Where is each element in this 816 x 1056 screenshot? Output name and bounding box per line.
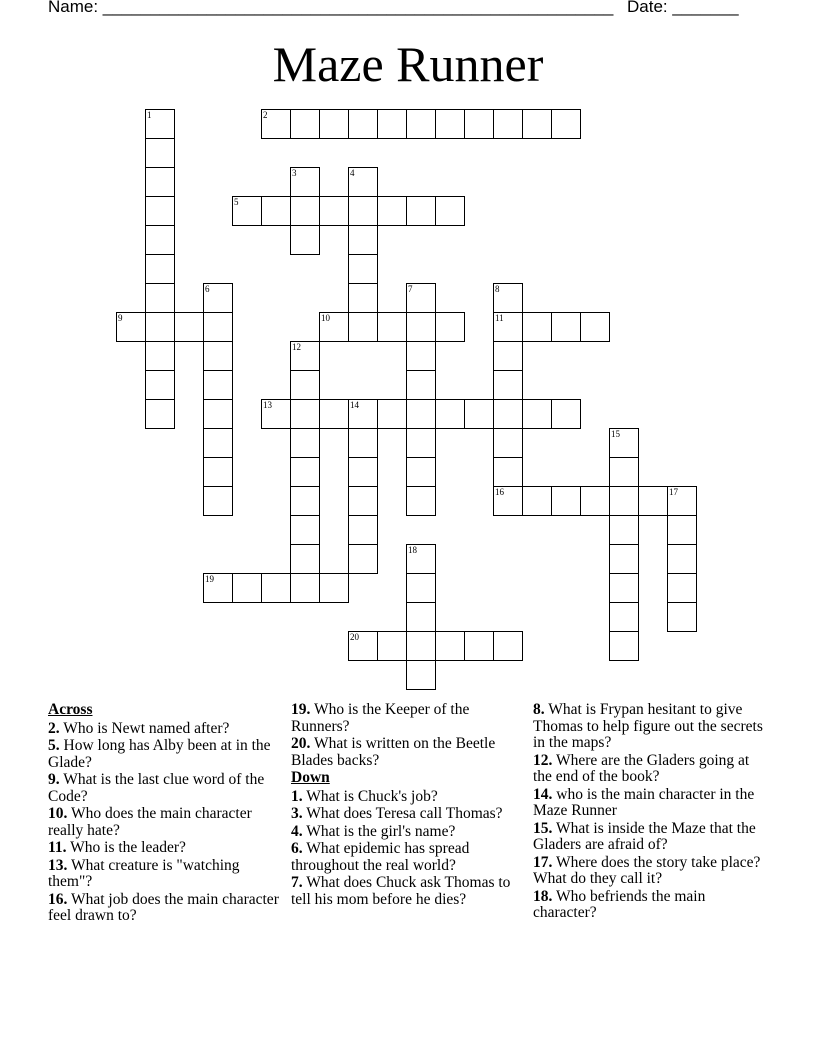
crossword-cell[interactable]	[435, 399, 465, 429]
clue-number: 10.	[48, 805, 68, 822]
clue-number: 16.	[48, 890, 68, 908]
crossword-cell[interactable]	[290, 399, 320, 429]
crossword-cell[interactable]	[348, 283, 378, 313]
crossword-cell[interactable]	[232, 196, 262, 226]
clue-text: What is Frypan hesitant to give Thomas to help figure out the secrets in the maps?	[533, 701, 763, 751]
crossword-cell[interactable]	[348, 428, 378, 458]
crossword-cell[interactable]	[609, 428, 639, 458]
date-field-label[interactable]: Date: _______	[627, 0, 739, 16]
cell-number: 13	[263, 400, 272, 410]
clue-number: 13.	[48, 856, 68, 874]
crossword-cell[interactable]	[290, 370, 320, 400]
crossword-cell[interactable]	[406, 660, 436, 690]
crossword-cell[interactable]	[319, 109, 349, 139]
crossword-cell[interactable]	[377, 631, 407, 661]
crossword-cell[interactable]	[377, 312, 407, 342]
cell-number: 6	[205, 284, 210, 294]
crossword-cell[interactable]	[406, 399, 436, 429]
crossword-cell[interactable]	[493, 486, 523, 516]
crossword-cell[interactable]	[406, 544, 436, 574]
clue-number: 1.	[291, 787, 303, 805]
clue-number: 8.	[533, 701, 545, 718]
crossword-cell[interactable]	[348, 486, 378, 516]
crossword-cell[interactable]	[377, 399, 407, 429]
clue-text: Who is the leader?	[70, 839, 186, 856]
crossword-cell[interactable]	[667, 544, 697, 574]
crossword-cell[interactable]	[609, 544, 639, 574]
crossword-cell[interactable]	[290, 167, 320, 197]
crossword-cell[interactable]	[551, 486, 581, 516]
cell-number: 3	[292, 168, 297, 178]
clue-across-20	[291, 736, 526, 769]
crossword-cell[interactable]	[580, 486, 610, 516]
cell-number: 19	[205, 574, 214, 584]
clue-across-13	[48, 858, 280, 891]
crossword-cell[interactable]	[609, 515, 639, 545]
crossword-cell[interactable]	[145, 341, 175, 371]
clue-number: 18.	[533, 887, 553, 905]
clue-down-1	[291, 789, 526, 806]
clue-text: What is Chuck's job?	[306, 787, 438, 805]
clue-text: Who is the Keeper of the Runners?	[291, 701, 470, 735]
crossword-cell[interactable]	[406, 573, 436, 603]
crossword-cell[interactable]	[290, 544, 320, 574]
crossword-cell[interactable]	[290, 225, 320, 255]
cell-number: 14	[350, 400, 359, 410]
crossword-cell[interactable]	[203, 457, 233, 487]
crossword-cell[interactable]	[522, 399, 552, 429]
clue-across-19	[291, 702, 526, 735]
cell-number: 4	[350, 168, 355, 178]
crossword-cell[interactable]	[493, 109, 523, 139]
crossword-cell[interactable]	[522, 312, 552, 342]
cell-number: 15	[611, 429, 620, 439]
crossword-cell[interactable]	[667, 486, 697, 516]
clue-number: 11.	[48, 839, 67, 856]
clue-text: What is the girl's name?	[306, 822, 456, 840]
crossword-cell[interactable]	[319, 312, 349, 342]
crossword-cell[interactable]	[609, 486, 639, 516]
crossword-cell[interactable]	[203, 486, 233, 516]
clue-across-10	[48, 806, 280, 839]
crossword-cell[interactable]	[406, 341, 436, 371]
crossword-cell[interactable]	[406, 457, 436, 487]
crossword-cell[interactable]	[348, 312, 378, 342]
clue-down-17	[533, 855, 768, 888]
clue-text: What does Chuck ask Thomas to tell his mom before he dies?	[291, 874, 511, 908]
crossword-cell[interactable]	[464, 399, 494, 429]
clue-down-6	[291, 841, 526, 874]
crossword-cell[interactable]	[348, 196, 378, 226]
clue-down-15	[533, 821, 768, 854]
page-title: Maze Runner	[272, 36, 544, 92]
crossword-cell[interactable]	[348, 399, 378, 429]
crossword-cell[interactable]	[319, 573, 349, 603]
clue-number: 6.	[291, 840, 303, 857]
crossword-cell[interactable]	[551, 399, 581, 429]
crossword-cell[interactable]	[609, 631, 639, 661]
crossword-cell[interactable]	[203, 370, 233, 400]
crossword-cell[interactable]	[145, 109, 175, 139]
crossword-cell[interactable]	[638, 486, 668, 516]
crossword-cell[interactable]	[522, 109, 552, 139]
crossword-cell[interactable]	[377, 109, 407, 139]
clue-text: who is the main character in the Maze Runner	[533, 785, 755, 819]
crossword-cell[interactable]	[406, 109, 436, 139]
crossword-cell[interactable]	[261, 573, 291, 603]
clue-number: 4.	[291, 822, 303, 840]
clue-text: What job does the main character feel drawn to?	[48, 890, 279, 924]
clue-across-16	[48, 892, 280, 925]
crossword-cell[interactable]	[116, 312, 146, 342]
crossword-cell[interactable]	[493, 283, 523, 313]
crossword-cell[interactable]	[406, 602, 436, 632]
clue-text: Who does the main character really hate?	[48, 805, 252, 839]
clue-down-3	[291, 806, 526, 823]
clue-text: How long has Alby been at in the Glade?	[48, 737, 271, 771]
crossword-cell[interactable]	[435, 109, 465, 139]
crossword-cell[interactable]	[145, 312, 175, 342]
clue-text: Where are the Gladers going at the end of the book?	[533, 751, 750, 785]
clue-text: Where does the story take place? What do they call it?	[533, 853, 761, 887]
crossword-cell[interactable]	[290, 428, 320, 458]
name-field-label[interactable]: Name: ______________________________________________________	[48, 0, 614, 16]
clue-text: What does Teresa call Thomas?	[306, 805, 503, 822]
crossword-cell[interactable]	[290, 486, 320, 516]
cell-number: 17	[669, 487, 678, 497]
clue-number: 3.	[291, 805, 303, 822]
cell-number: 7	[408, 284, 413, 294]
cell-number: 11	[495, 313, 504, 323]
clue-down-8	[533, 702, 768, 752]
crossword-cell[interactable]	[290, 515, 320, 545]
crossword-cell[interactable]	[667, 602, 697, 632]
crossword-cell[interactable]	[319, 196, 349, 226]
clue-number: 20.	[291, 735, 311, 752]
clues-column-2	[291, 702, 526, 909]
crossword-cell[interactable]	[290, 341, 320, 371]
cell-number: 12	[292, 342, 301, 352]
clue-number: 15.	[533, 819, 553, 837]
clue-text: What creature is "watching them"?	[48, 856, 240, 890]
crossword-cell[interactable]	[493, 370, 523, 400]
crossword-cell[interactable]	[435, 196, 465, 226]
clue-across-5	[48, 738, 280, 771]
crossword-cell[interactable]	[290, 457, 320, 487]
clue-number: 19.	[291, 701, 311, 718]
crossword-cell[interactable]	[203, 573, 233, 603]
cell-number: 10	[321, 313, 330, 323]
crossword-cell[interactable]	[348, 109, 378, 139]
clue-number: 12.	[533, 751, 553, 769]
crossword-cell[interactable]	[203, 312, 233, 342]
cell-number: 18	[408, 545, 417, 555]
crossword-cell[interactable]	[145, 167, 175, 197]
crossword-cell[interactable]	[348, 457, 378, 487]
crossword-cell[interactable]	[406, 370, 436, 400]
clue-across-9	[48, 772, 280, 805]
clue-across-2	[48, 721, 280, 738]
crossword-cell[interactable]	[609, 457, 639, 487]
clue-number: 2.	[48, 719, 60, 737]
clue-number: 7.	[291, 874, 303, 891]
crossword-cell[interactable]	[319, 399, 349, 429]
crossword-cell[interactable]	[261, 109, 291, 139]
crossword-cell[interactable]	[609, 602, 639, 632]
crossword-cell[interactable]	[203, 399, 233, 429]
crossword-cell[interactable]	[290, 196, 320, 226]
crossword-cell[interactable]	[145, 399, 175, 429]
crossword-cell[interactable]	[464, 109, 494, 139]
cell-number: 1	[147, 110, 152, 120]
crossword-cell[interactable]	[145, 138, 175, 168]
crossword-cell[interactable]	[435, 312, 465, 342]
crossword-cell[interactable]	[493, 399, 523, 429]
crossword-cell[interactable]	[667, 515, 697, 545]
crossword-cell[interactable]	[406, 283, 436, 313]
crossword-cell[interactable]	[174, 312, 204, 342]
clue-number: 17.	[533, 853, 553, 871]
across-heading: Across	[48, 701, 93, 718]
crossword-cell[interactable]	[203, 428, 233, 458]
down-heading: Down	[291, 769, 330, 786]
crossword-cell[interactable]	[145, 370, 175, 400]
crossword-cell[interactable]	[406, 312, 436, 342]
crossword-cell[interactable]	[551, 109, 581, 139]
crossword-cell[interactable]	[406, 631, 436, 661]
crossword-cell[interactable]	[667, 573, 697, 603]
clue-down-18	[533, 889, 768, 922]
crossword-cell[interactable]	[377, 196, 407, 226]
crossword-cell[interactable]	[522, 486, 552, 516]
crossword-cell[interactable]	[203, 341, 233, 371]
crossword-cell[interactable]	[493, 457, 523, 487]
clue-text: What is the last clue word of the Code?	[48, 771, 265, 805]
crossword-cell[interactable]	[145, 225, 175, 255]
clue-down-7	[291, 875, 526, 908]
crossword-cell[interactable]	[348, 515, 378, 545]
clue-down-12	[533, 753, 768, 786]
clue-text: What epidemic has spread throughout the real world?	[291, 840, 470, 874]
crossword-cell[interactable]	[435, 631, 465, 661]
clue-text: What is written on the Beetle Blades backs?	[291, 735, 496, 769]
crossword-cell[interactable]	[145, 283, 175, 313]
crossword-cell[interactable]	[290, 573, 320, 603]
crossword-cell[interactable]	[348, 225, 378, 255]
clue-number: 14.	[533, 785, 553, 803]
crossword-cell[interactable]	[551, 312, 581, 342]
crossword-cell[interactable]	[348, 167, 378, 197]
crossword-cell[interactable]	[580, 312, 610, 342]
clue-text: Who befriends the main character?	[533, 887, 706, 921]
crossword-cell[interactable]	[406, 428, 436, 458]
crossword-cell[interactable]	[145, 254, 175, 284]
cell-number: 9	[118, 313, 123, 323]
clues-column-1	[48, 702, 280, 926]
crossword-cell[interactable]	[203, 283, 233, 313]
clue-down-4	[291, 824, 526, 841]
crossword-cell[interactable]	[290, 109, 320, 139]
clues-column-3	[533, 702, 768, 923]
crossword-cell[interactable]	[261, 196, 291, 226]
crossword-cell[interactable]	[493, 631, 523, 661]
clue-text: What is inside the Maze that the Gladers are afraid of?	[533, 819, 756, 853]
crossword-cell[interactable]	[145, 196, 175, 226]
crossword-cell[interactable]	[406, 196, 436, 226]
cell-number: 20	[350, 632, 359, 642]
crossword-cell[interactable]	[348, 631, 378, 661]
crossword-cell[interactable]	[261, 399, 291, 429]
cell-number: 8	[495, 284, 500, 294]
crossword-cell[interactable]	[348, 254, 378, 284]
clue-text: Who is Newt named after?	[63, 719, 230, 737]
crossword-cell[interactable]	[406, 486, 436, 516]
crossword-cell[interactable]	[609, 573, 639, 603]
crossword-cell[interactable]	[493, 312, 523, 342]
cell-number: 16	[495, 487, 504, 497]
crossword-cell[interactable]	[232, 573, 262, 603]
crossword-cell[interactable]	[493, 341, 523, 371]
crossword-cell[interactable]	[493, 428, 523, 458]
crossword-cell[interactable]	[348, 544, 378, 574]
clue-down-14	[533, 787, 768, 820]
cell-number: 5	[234, 197, 239, 207]
cell-number: 2	[263, 110, 268, 120]
clue-across-11	[48, 840, 280, 857]
clue-number: 9.	[48, 771, 60, 788]
clue-number: 5.	[48, 737, 60, 754]
crossword-cell[interactable]	[464, 631, 494, 661]
